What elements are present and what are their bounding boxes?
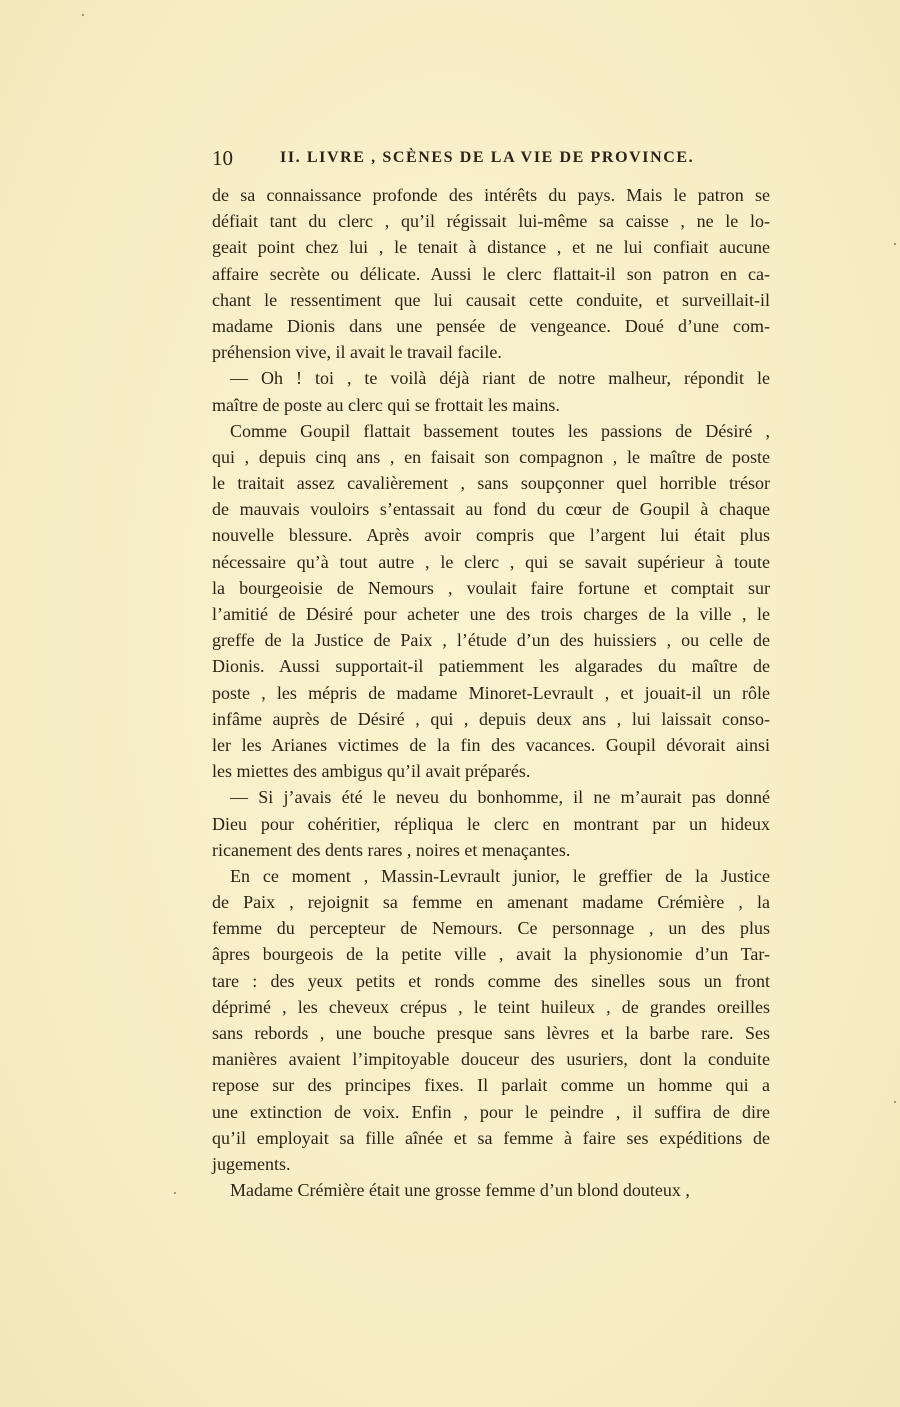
text-line: âpres bourgeois de la petite ville , avait la physionomie d’un Tar-: [212, 944, 770, 965]
paragraph: [212, 182, 770, 365]
scan-speck: [82, 14, 84, 16]
paragraph: [212, 784, 770, 863]
text-line: les miettes des ambigus qu’il avait préparés.: [212, 761, 531, 782]
text-line: affaire secrète ou délicate. Aussi le clerc flattait-il son patron en ca-: [212, 263, 770, 284]
page-header: [212, 146, 712, 172]
text-line: la bourgeoisie de Nemours , voulait faire fortune et comptait sur: [212, 577, 770, 598]
scan-speck: [894, 243, 896, 245]
text-line: Comme Goupil flattait bassement toutes les passions de Désiré ,: [230, 420, 770, 441]
text-line: de Paix , rejoignit sa femme en amenant madame Crémière , la: [212, 892, 770, 913]
text-line: maître de poste au clerc qui se frottait les mains.: [212, 394, 560, 415]
text-line: ler les Arianes victimes de la fin des vacances. Goupil dévorait ainsi: [212, 734, 770, 755]
text-line: femme du percepteur de Nemours. Ce personnage , un des plus: [212, 918, 770, 939]
text-line: geait point chez lui , le tenait à distance , et ne lui confiait aucune: [212, 237, 770, 258]
text-line: manières avaient l’impitoyable douceur des usuriers, dont la conduite: [212, 1049, 770, 1070]
text-line: infâme auprès de Désiré , qui , depuis deux ans , lui laissait conso-: [212, 708, 770, 729]
text-line: nouvelle blessure. Après avoir compris que l’argent lui était plus: [212, 525, 770, 546]
paragraph: [212, 418, 770, 785]
text-line: qui , depuis cinq ans , en faisait son compagnon , le maître de poste: [212, 446, 770, 467]
text-line: de sa connaissance profonde des intérêts du pays. Mais le patron se: [212, 185, 770, 205]
text-line: Dionis. Aussi supportait-il patiemment les algarades du maître de: [212, 656, 770, 677]
text-line: déprimé , les cheveux crépus , le teint huileux , de grandes oreilles: [212, 996, 770, 1017]
text-line: de mauvais vouloirs s’entassait au fond du cœur de Goupil à chaque: [212, 499, 770, 520]
text-line: qu’il employait sa fille aînée et sa femme à faire ses expéditions de: [212, 1127, 770, 1148]
text-line: — Oh ! toi , te voilà déjà riant de notre malheur, répondit le: [230, 368, 770, 389]
paragraph: [212, 365, 770, 417]
text-line: repose sur des principes fixes. Il parlait comme un homme qui a: [212, 1075, 770, 1096]
text-line: jugements.: [212, 1153, 291, 1174]
text-line: — Si j’avais été le neveu du bonhomme, il ne m’aurait pas donné: [230, 787, 770, 808]
text-line: l’amitié de Désiré pour acheter une des trois charges de la ville , le: [212, 604, 770, 624]
text-line: poste , les mépris de madame Minoret-Levrault , et jouait-il un rôle: [212, 682, 770, 703]
text-line: ricanement des dents rares , noires et menaçantes.: [212, 839, 571, 860]
text-line: sans rebords , une bouche presque sans lèvres et la barbe rare. Ses: [212, 1023, 770, 1043]
text-line: défiait tant du clerc , qu’il régissait lui-même sa caisse , ne le lo-: [212, 211, 770, 232]
scan-speck: [174, 1192, 176, 1194]
body-text: [212, 182, 770, 1203]
text-line: Dieu pour cohéritier, répliqua le clerc en montrant par un hideux: [212, 813, 770, 834]
text-line: préhension vive, il avait le travail facile.: [212, 342, 502, 363]
running-title: II. LIVRE , SCÈNES DE LA VIE DE PROVINCE.: [280, 149, 695, 166]
text-line: une extinction de voix. Enfin , pour le peindre , il suffira de dire: [212, 1101, 770, 1122]
text-line: madame Dionis dans une pensée de vengeance. Doué d’une com-: [212, 315, 770, 336]
page-number: 10: [212, 146, 233, 170]
text-line: greffe de la Justice de Paix , l’étude d’un des huissiers , ou celle de: [212, 630, 770, 651]
text-line: nécessaire qu’à tout autre , le clerc , qui se savait supérieur à toute: [212, 551, 770, 572]
text-line: chant le ressentiment que lui causait cette conduite, et surveillait-il: [212, 289, 770, 310]
text-line: Madame Crémière était une grosse femme d’un blond douteux ,: [230, 1180, 690, 1201]
paragraph: [212, 863, 770, 1177]
paragraph: [212, 1177, 770, 1203]
text-line: En ce moment , Massin-Levrault junior, le greffier de la Justice: [230, 865, 770, 886]
text-line: le traitait assez cavalièrement , sans soupçonner quel horrible trésor: [212, 473, 770, 494]
scan-speck: [894, 1101, 896, 1103]
text-line: tare : des yeux petits et ronds comme des sinelles sous un front: [212, 970, 770, 991]
